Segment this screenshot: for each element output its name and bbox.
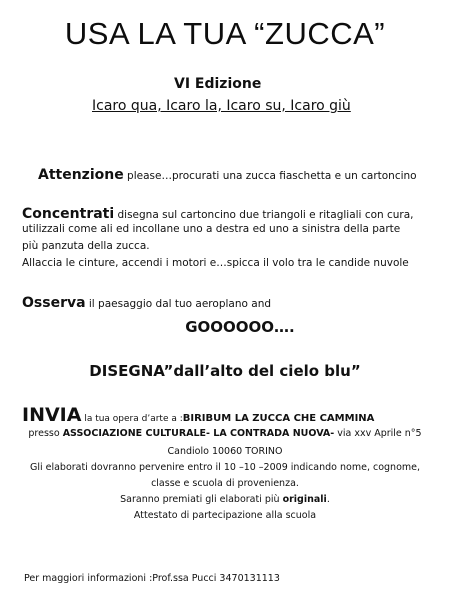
flyer-title: USA LA TUA “ZUCCA”: [64, 16, 386, 51]
attenzione-paragraph: [38, 164, 417, 183]
presso-address: via xxv Aprile n°5: [334, 428, 422, 439]
attenzione-text: please…procurati una zucca fiaschetta e un cartoncino: [123, 170, 417, 182]
concentrati-paragraph: [22, 203, 414, 222]
attenzione-lead: Attenzione: [38, 167, 124, 183]
invia-line: [22, 404, 374, 426]
presso-org: ASSOCIAZIONE CULTURALE- LA CONTRADA NUOVA-: [62, 428, 335, 439]
prize-line: [0, 494, 450, 505]
invia-recipient: BIRIBUM LA ZUCCA CHE CAMMINA: [182, 413, 375, 424]
concentrati-text-4: Allaccia le cinture, accendi i motori e…spicca il volo tra le candide nuvole: [22, 257, 409, 269]
concentrati-text-3: più panzuta della zucca.: [22, 240, 150, 252]
osserva-text: il paesaggio dal tuo aeroplano and: [85, 298, 272, 310]
prize-post: .: [326, 494, 330, 505]
motto-line: Icaro qua, Icaro la, Icaro su, Icaro giù: [92, 98, 351, 114]
edition-label: VI Edizione: [174, 76, 262, 92]
presso-line: [0, 428, 450, 439]
presso-prefix: presso: [28, 428, 63, 439]
invia-text: la tua opera d’arte a :: [81, 414, 183, 424]
concentrati-text-2: utilizzali come ali ed incollane uno a destra ed uno a sinistra della parte: [22, 223, 401, 235]
concentrati-lead: Concentrati: [22, 206, 115, 222]
disegna-heading: DISEGNA”dall’alto del cielo blu”: [89, 362, 361, 380]
osserva-paragraph: [22, 292, 271, 311]
certificate-line: Attestato di partecipazione alla scuola: [133, 510, 317, 521]
contact-footer: Per maggiori informazioni :Prof.ssa Pucci 3470131113: [24, 573, 280, 584]
deadline-line-1: Gli elaborati dovranno pervenire entro il 10 –10 –2009 indicando nome, cognome,: [29, 462, 421, 473]
deadline-line-2: classe e scuola di provenienza.: [151, 478, 299, 489]
prize-pre: Saranno premiati gli elaborati più: [120, 494, 283, 505]
osserva-lead: Osserva: [22, 295, 86, 311]
gooo-line: GOOOOOO….: [185, 318, 295, 336]
prize-bold: originali: [282, 494, 327, 505]
invia-lead: INVIA: [22, 404, 82, 426]
concentrati-text-1: disegna sul cartoncino due triangoli e ritagliali con cura,: [114, 209, 414, 221]
city-line: Candiolo 10060 TORINO: [167, 446, 283, 457]
